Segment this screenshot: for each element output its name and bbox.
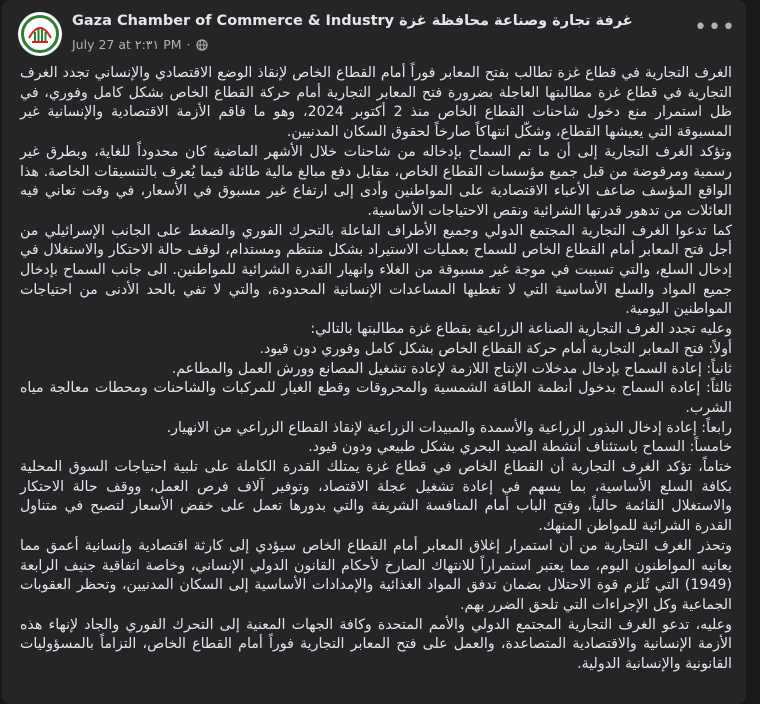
post-paragraph: ثانياً: إعادة السماح بإدخال مدخلات الإنتاج اللازمة لإعادة تشغيل المصانع وورش العمل والمطاعم. [171, 360, 732, 377]
post-meta [72, 37, 208, 52]
post-card [2, 0, 746, 704]
more-options-icon[interactable]: ••• [694, 15, 736, 40]
avatar[interactable] [18, 12, 62, 56]
separator-dot: · [186, 37, 191, 52]
post-paragraph: خامساً: السماح باستئناف أنشطة الصيد البحري بشكل طبيعي ودون قيود. [308, 439, 732, 456]
post-paragraph: ثالثاً: إعادة السماح بدخول أنظمة الطاقة الشمسية والمحروقات وقطع الغيار للمركبات والشاحنات ومحطات معالجة مياه الشرب. [20, 380, 732, 416]
post-paragraph: وتحذر الغرف التجارية من أن استمرار إغلاق المعابر أمام القطاع الخاص سيؤدي إلى كارثة اقتصادية وإنسانية أعمق مما يعانيه المواطنون اليوم، مما يعتبر استمراراً للانتهاك الصارخ لأحكام القانون الدولي الإنساني، وخاصة اتفاقية جنيف الرابعة (1949) التي تُلزم قوة الاحتلال بضمان تدفق المواد الغذائية والإمدادات الأساسية إلى السكان المدنيين، وتحظر العقوبات الجماعية وكل الإجراءات التي تلحق الضرر بهم. [20, 537, 732, 613]
post-paragraph: أولاً: فتح المعابر التجارية أمام حركة القطاع الخاص بشكل كامل وفوري دون قيود. [259, 340, 732, 357]
chamber-logo-icon [18, 12, 62, 56]
post-paragraph: وتؤكد الغرف التجارية إلى أن ما تم السماح بإدخاله من شاحنات خلال الأشهر الماضية كان محدوداً للغاية، وبطرق غير رسمية ومرفوضة من قبل جميع مؤسسات القطاع الخاص، مقابل دفع مبالغ مالية طائلة فيما يُعرف بالتنسيقات الخاصة. هذا الواقع المؤسف ضاعف الأعباء الاقتصادية على المواطنين وأدى إلى ارتفاع غير مسبوق في الأسعار، في وقت تعاني فيه العائلات من تدهور قدرتها الشرائية ونقص الاحتياجات الأساسية. [20, 143, 732, 219]
post-body [20, 64, 732, 675]
page-name[interactable]: Gaza Chamber of Commerce & Industry غرفة تجارة وصناعة محافظة غزة [72, 13, 633, 29]
globe-icon [196, 39, 208, 51]
post-paragraph: ختاماً، تؤكد الغرف التجارية أن القطاع الخاص في قطاع غزة يمتلك القدرة الكاملة على تلبية احتياجات السوق المحلية بكافة السلع الأساسية، بما يسهم في إعادة تشغيل عجلة الاقتصاد، وتوفير آلاف فرص العمل، ووقف حالة الاحتكار والاستغلال القائمة حالياً، وفتح الباب أمام المنافسة الشريفة والتي بدورها تعمل على خفض الأسعار لتصبح في متناول القدرة الشرائية للمواطن المنهك. [20, 459, 732, 535]
post-paragraph: كما تدعوا الغرف التجارية المجتمع الدولي وجميع الأطراف الفاعلة بالتحرك الفوري والضغط على الجانب الإسرائيلي من أجل فتح المعابر أمام القطاع الخاص للسماح بعمليات الاستيراد بشكل منتظم ومستدام، لوقف حالة الاحتكار والاستغلال في إدخال السلع، والتي تسببت في موجة غير مسبوقة من الغلاء وانهيار القدرة الشرائية للمواطنين. الى جانب السماح بإدخال جميع المواد والسلع الأساسية التي لا تغطيها المساعدات الإنسانية المحدودة، والتي لا تفي بالحد الأدنى من احتياجات المواطنين اليومية. [20, 222, 732, 318]
post-paragraph: الغرف التجارية في قطاع غزة تطالب بفتح المعابر فوراً أمام القطاع الخاص لإنقاذ الوضع الاقتصادي والإنساني تجدد الغرف التجارية في قطاع غزة مطالبتها العاجلة بضرورة فتح المعابر التجارية أمام حركة القطاع الخاص بشكل كامل وفوري، في ظل استمرار منع دخول شاحنات القطاع الخاص منذ 2 أكتوبر 2024، وهو ما فاقم الأزمة الاقتصادية والإنسانية غير المسبوقة التي يعيشها القطاع، وشكّل انتهاكاً صارخاً لحقوق السكان المدنيين. [20, 65, 732, 141]
post-paragraph: وعليه، تدعو الغرف التجارية المجتمع الدولي والأمم المتحدة وكافة الجهات المعنية إلى التحرك الفوري والجاد لإنهاء هذه الأزمة الإنسانية والاقتصادية المتصاعدة، والعمل على فتح المعابر التجارية فوراً أمام القطاع الخاص، التزاماً بالمسؤوليات القانونية والإنسانية الدولية. [20, 616, 732, 673]
post-header [18, 12, 736, 56]
post-paragraph: وعليه تجدد الغرف التجارية الصناعة الزراعية بقطاع غزة مطالبتها بالتالي: [310, 321, 732, 338]
post-paragraph: رابعاً: إعادة إدخال البذور الزراعية والأسمدة والمبيدات الزراعية لإنقاذ القطاع الزراعي من الانهيار. [166, 419, 732, 436]
post-timestamp[interactable]: July 27 at ٢:٣١ PM [72, 37, 182, 52]
